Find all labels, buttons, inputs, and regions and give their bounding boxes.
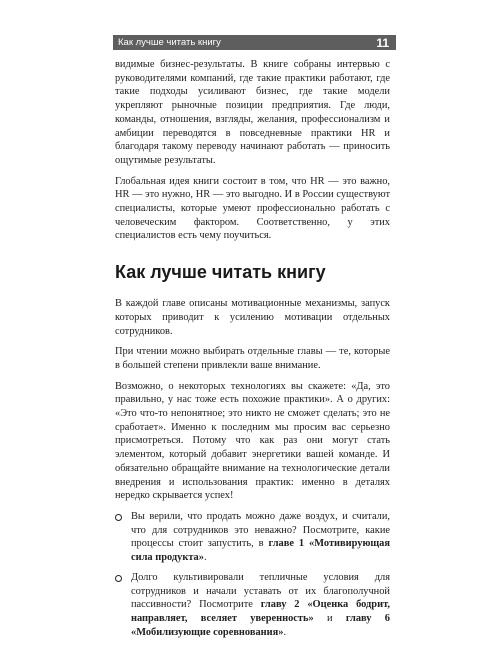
- bullet-text-end: .: [283, 626, 287, 638]
- bullet-text: Долго культивировали тепличные условия для сотрудников и начали уставать от их благополучной пассивности? Посмотрите: [131, 571, 390, 611]
- body-paragraph: Глобальная идея книги состоит в том, что HR — это важно, HR — это нужно, HR — это выгодно. И в России существуют специалисты, которые умеют профессионально работать с человеческим фактором. Соответственно, у этих специалистов есть чему поучиться.: [115, 175, 390, 242]
- running-header: [113, 35, 396, 50]
- running-header-title: Как лучше читать книгу: [118, 37, 221, 48]
- bullet-text: Вы верили, что продать можно даже воздух, и считали, что для сотрудников это неважно? Посмотрите, какие процессы стоит запустить, в: [131, 510, 390, 550]
- body-paragraph: При чтении можно выбирать отдельные главы — те, которые в большей степени привлекли ваше внимание.: [115, 346, 390, 371]
- bullet-bold-reference: главу 2 «Оценка бодрит, направляет, вселяет уверенность»: [131, 599, 390, 624]
- body-paragraph: видимые бизнес-результаты. В книге собраны интервью с руководителями компаний, где такие практики работают, где такие подходы усиливают бизнес, где такие модели укрепляют рыночные позиции предприятия. Где люди, команды, отношения, взгляды, желания, профессионализм и амбиции переводятся в повседневные практики HR и благодаря такому переводу начинают работать — приносить ощутимые результаты.: [115, 59, 390, 166]
- body-paragraph: В каждой главе описаны мотивационные механизмы, запуск которых приводит к усилению мотивации отдельных сотрудников.: [115, 298, 390, 337]
- bullet-list: [115, 510, 390, 639]
- section-heading: Как лучше читать книгу: [115, 262, 326, 283]
- bullet-circle-icon: [115, 514, 122, 521]
- bullet-circle-icon: [115, 575, 122, 582]
- page-body: [115, 58, 390, 645]
- bullet-text-mid: и: [313, 612, 346, 624]
- bullet-text-end: .: [203, 552, 207, 564]
- bullet-bold-reference: главе 1 «Мотивирующая сила продукта»: [131, 538, 390, 564]
- bullet-item: [115, 571, 390, 640]
- bullet-item: [115, 510, 390, 565]
- bullet-bold-reference-2: главу 6 «Мобилизующие соревнования»: [131, 612, 390, 638]
- page-number: 11: [376, 35, 389, 50]
- body-paragraph: Возможно, о некоторых технологиях вы скажете: «Да, это правильно, у нас тоже есть похожие практики». А о других: «Это что-то непонятное; это никто не сможет сделать; это не сработает». Именно к последним мы просим вас серьезно присмотреться. Потому что как раз они могут стать элементом, который добавит энергетики вашей команде. И обязательно обращайте внимание на технологические детали внедрения и использования практик: именно в деталях нередко скрывается успех!: [115, 380, 390, 502]
